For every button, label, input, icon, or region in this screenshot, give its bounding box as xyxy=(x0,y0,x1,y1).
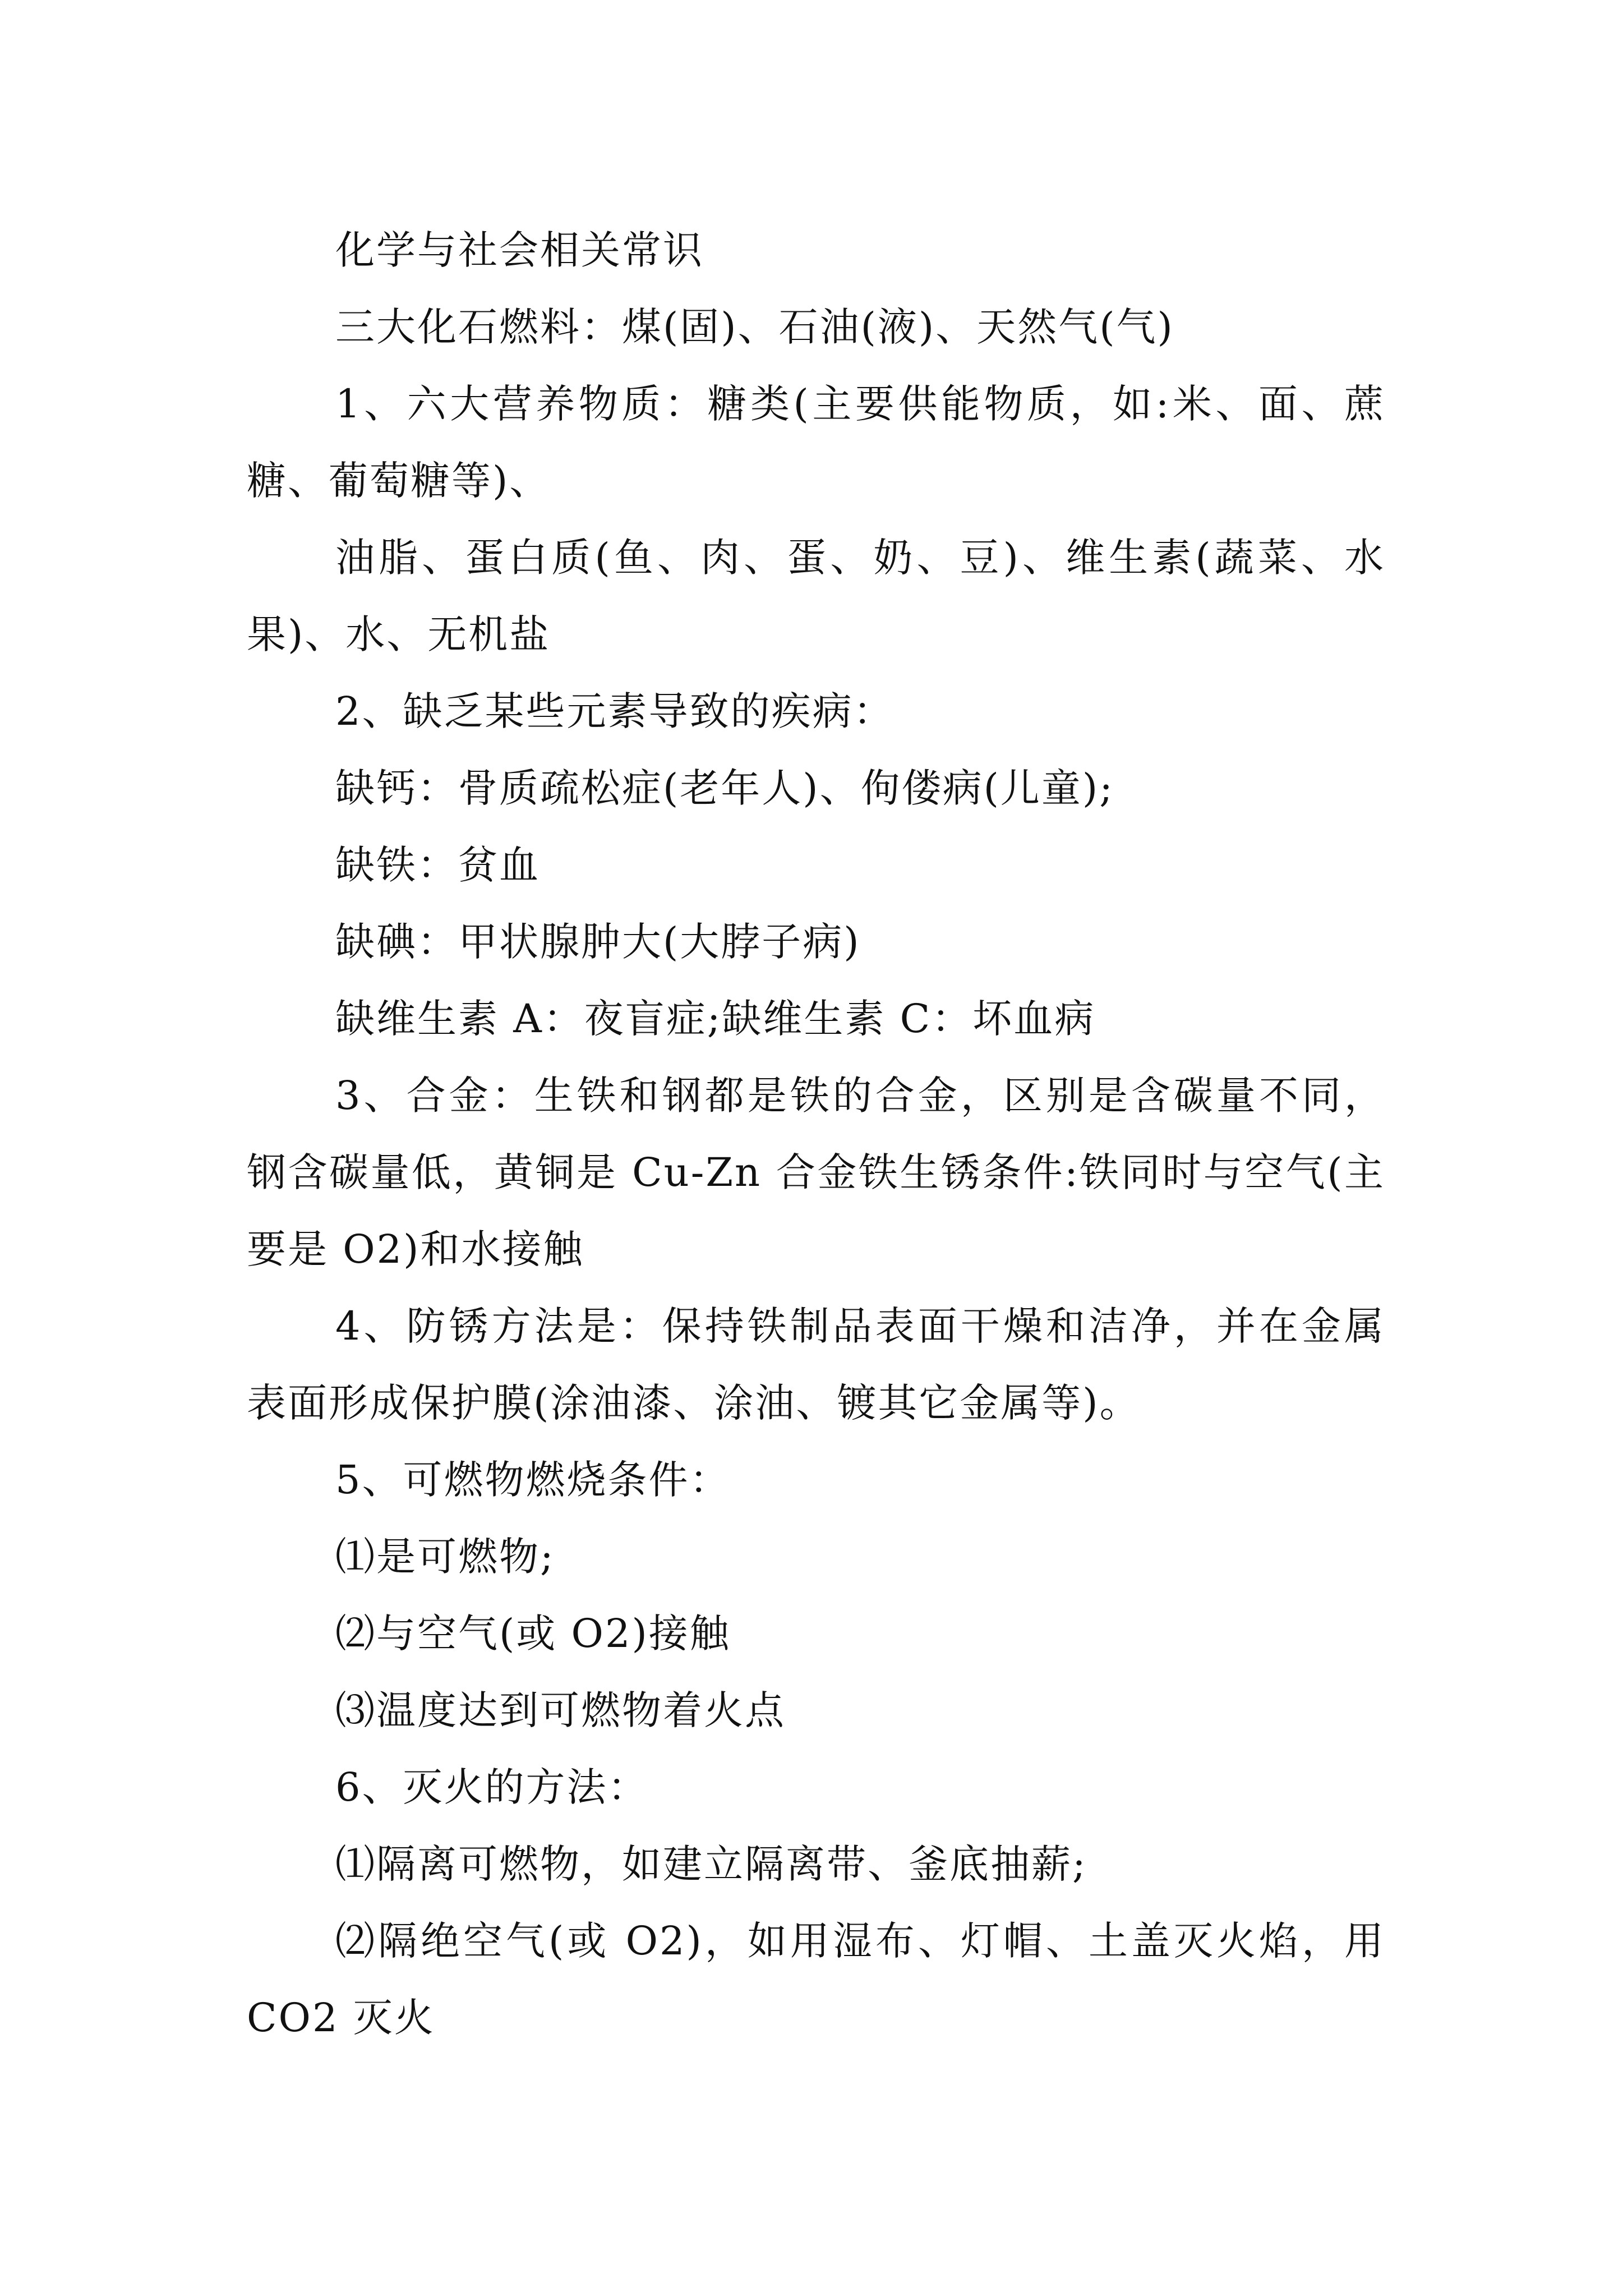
paragraph-combustion-2: ⑵与空气(或 O2)接触 xyxy=(335,1611,731,1657)
paragraph-extinguish-1: ⑴隔离可燃物，如建立隔离带、釜底抽薪; xyxy=(335,1841,1087,1887)
paragraph-iodine: 缺碘：甲状腺肿大(大脖子病) xyxy=(335,919,861,965)
paragraph-calcium: 缺钙：骨质疏松症(老年人)、佝偻病(儿童); xyxy=(335,765,1114,811)
paragraph-vitamins: 缺维生素 A：夜盲症;缺维生素 C：坏血病 xyxy=(335,996,1096,1042)
paragraph-deficiency-heading: 2、缺乏某些元素导致的疾病： xyxy=(335,688,895,734)
paragraph-combustion-heading: 5、可燃物燃烧条件： xyxy=(335,1457,731,1503)
paragraph-combustion-1: ⑴是可燃物; xyxy=(335,1534,555,1580)
document-body xyxy=(247,212,1385,2056)
paragraph-nutrients-continued: 油脂、蛋白质(鱼、肉、蛋、奶、豆)、维生素(蔬菜、水果)、水、无机盐 xyxy=(247,535,1385,657)
paragraph-extinguish-heading: 6、灭火的方法： xyxy=(335,1764,649,1810)
paragraph-combustion-3: ⑶温度达到可燃物着火点 xyxy=(335,1687,786,1733)
paragraph-alloy: 3、合金：生铁和钢都是铁的合金，区别是含碳量不同，钢含碳量低，黄铜是 Cu-Zn 合金铁生锈条件:铁同时与空气(主要是 O2)和水接触 xyxy=(247,1073,1385,1272)
paragraph-rust-prevention: 4、防锈方法是：保持铁制品表面干燥和洁净，并在金属表面形成保护膜(涂油漆、涂油、镀其它金属等)。 xyxy=(247,1303,1385,1426)
paragraph-iron: 缺铁：贫血 xyxy=(335,842,540,888)
document-title: 化学与社会相关常识 xyxy=(335,227,704,273)
paragraph-nutrients: 1、六大营养物质：糖类(主要供能物质，如:米、面、蔗糖、葡萄糖等)、 xyxy=(247,381,1385,504)
paragraph-fossil-fuels: 三大化石燃料：煤(固)、石油(液)、天然气(气) xyxy=(335,304,1174,350)
paragraph-extinguish-2: ⑵隔绝空气(或 O2)，如用湿布、灯帽、土盖灭火焰，用 CO2 灭火 xyxy=(247,1918,1385,2041)
